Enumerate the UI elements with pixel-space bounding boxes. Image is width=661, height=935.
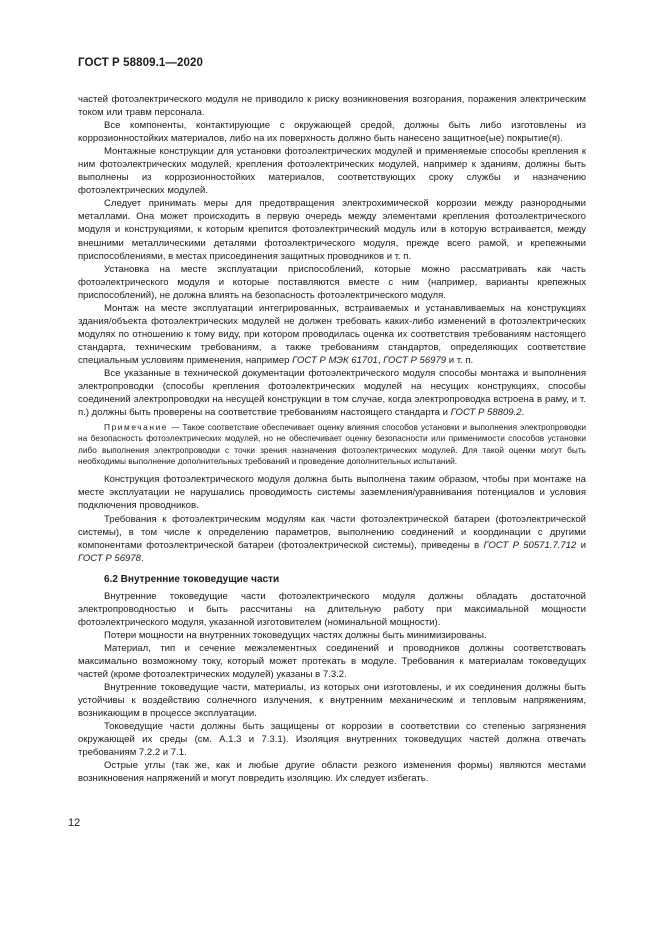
paragraph: Внутренние токоведущие части фотоэлектрического модуля должны обладать достаточной электропроводностью и быть рассчитаны на длительную работу при максимальной мощности фотоэлектрического модуля, указанной изготовителем (номинальной мощности). (78, 590, 586, 628)
paragraph: Потери мощности на внутренних токоведущих частях должны быть минимизированы. (104, 629, 487, 641)
paragraph: Токоведущие части должны быть защищены от коррозии в соответствии со степенью загрязнения окружающей их среды (см. А.1.3 и 7.3.1). Изоляция внутренних токоведущих частей должна отвечать требованиям 7.2.2 и 7.1. (78, 721, 586, 759)
paragraph: Острые углы (так же, как и любые другие области резкого изменения формы) являются местами возникновения напряжений и могут повредить изоляцию. Их следует избегать. (78, 760, 586, 785)
standard-reference: ГОСТ Р 58809.2 (450, 407, 522, 419)
paragraph: Следует принимать меры для предотвращения электрохимической коррозии между разнородными металлами. Она может происходить в первую очередь между элементами крепления фотоэлектрического модуля и конструкциями, к которым крепится фотоэлектрический модуль или в которую встраивается, между внешними металлическими деталями фотоэлектрического модуля, прежде всего рамой, и крепежными приспособлениями, в местах присоединения защитных проводников и т. п. (78, 198, 586, 262)
standard-reference: ГОСТ Р 56978 (78, 552, 141, 564)
paragraph: Все компоненты, контактирующие с окружающей средой, должны быть либо изготовлены из коррозионностойких материалов, либо на их поверхность должно быть нанесено защитное(ые) покрытие(я). (78, 120, 586, 145)
paragraph-text: Монтаж на месте эксплуатации интегрированных, встраиваемых и устанавливаемых на конструкциях здания/объекта фотоэлектрических модулей не должен требовать каких-либо изменений в фотоэлектрических модулях по отношению к тому виду, при котором проводилась оценка их соответствия требованиям настоящего стандарта, техническим требованиям, а также требованиям стандартов, определяющих соответствие специальным условиям применения, например (78, 302, 586, 366)
paragraph: частей фотоэлектрического модуля не приводило к риску возникновения возгорания, поражения электрическим током или травм персонала. (78, 94, 586, 119)
paragraph-text: и (576, 539, 586, 551)
note-label: Примечание (104, 422, 169, 433)
paragraph-text: Все указанные в технической документации фотоэлектрического модуля способы монтажа и выполнения электропроводки (способы крепления фотоэлектрических модулей на несущих конструкциях, способы соединений электропроводки на несущей конструкции в том случае, когда электропроводка встроена в раму, и т. п.) должны быть проверены на соответствие требованиям настоящего стандарта и (78, 367, 586, 419)
paragraph (78, 513, 586, 565)
note-dash: — (168, 422, 183, 433)
section-title: 6.2 Внутренние токоведущие части (104, 573, 280, 585)
paragraph: Установка на месте эксплуатации приспособлений, которые можно рассматривать как часть фотоэлектрического модуля и которые поставляются вместе с ним (например, варианты крепежных приспособлений), не должна влиять на безопасность фотоэлектрического модуля. (78, 263, 586, 301)
standard-reference: ГОСТ Р 50571.7.712 (483, 539, 577, 551)
paragraph-text: , (377, 354, 384, 366)
paragraph: Монтажные конструкции для установки фотоэлектрических модулей и применяемые способы крепления к ним фотоэлектрических модулей, крепления фотоэлектрических модулей, например к зданиям, должны быть выполнены из коррозионностойких материалов, соответствующих сроку службы и назначению фотоэлектрических модулей. (78, 146, 586, 197)
paragraph-text: Требования к фотоэлектрическим модулям как части фотоэлектрической батареи (фотоэлектрической системы), в том числе к определению параметров, выполнению соединений и координации с другими компонентами фотоэлектрической батареи (фотоэлектрической системы), приведены в (78, 513, 586, 551)
paragraph-text: . (140, 552, 144, 564)
paragraph-text: и т. п. (446, 354, 474, 366)
standard-reference: ГОСТ Р 56979 (383, 354, 447, 366)
paragraph: Конструкция фотоэлектрического модуля должна быть выполнена таким образом, чтобы при монтаже на месте эксплуатации не нарушались проводимость системы заземления/уравнивания потенциалов и условия подключения проводников. (78, 474, 586, 512)
document-body (78, 93, 586, 785)
paragraph-text: . (521, 407, 525, 419)
paragraph: Внутренние токоведущие части, материалы, из которых они изготовлены, и их соединения должны быть устойчивы к воздействию солнечного излучения, к внутренним механическим и тепловым напряжениям, возникающим в процессе эксплуатации. (78, 682, 586, 720)
paragraph (78, 367, 586, 419)
paragraph: Материал, тип и сечение межэлементных соединений и проводников должны соответствовать максимально возможному току, который может протекать в модуле. Требования к материалам токоведущих частей (кроме фотоэлектрических модулей) указаны в 7.3.2. (78, 642, 586, 681)
paragraph (78, 302, 586, 367)
note (78, 422, 586, 467)
document-header: ГОСТ Р 58809.1—2020 (78, 57, 203, 69)
page-number: 12 (68, 817, 81, 829)
note-text: Такое соответствие обеспечивает оценку влияния способов установки и выполнения электропроводки на безопасность фотоэлектрических модулей, но не обеспечивает оценку безопасности или применимости способов установки либо выполнения электропроводки с точки зрения назначения фотоэлектрических модулей. Для такой оценки могут быть необходимы выполнение дополнительных требований и проведение дополнительных испытаний. (78, 422, 586, 467)
standard-reference: ГОСТ Р МЭК 61701 (292, 354, 378, 366)
